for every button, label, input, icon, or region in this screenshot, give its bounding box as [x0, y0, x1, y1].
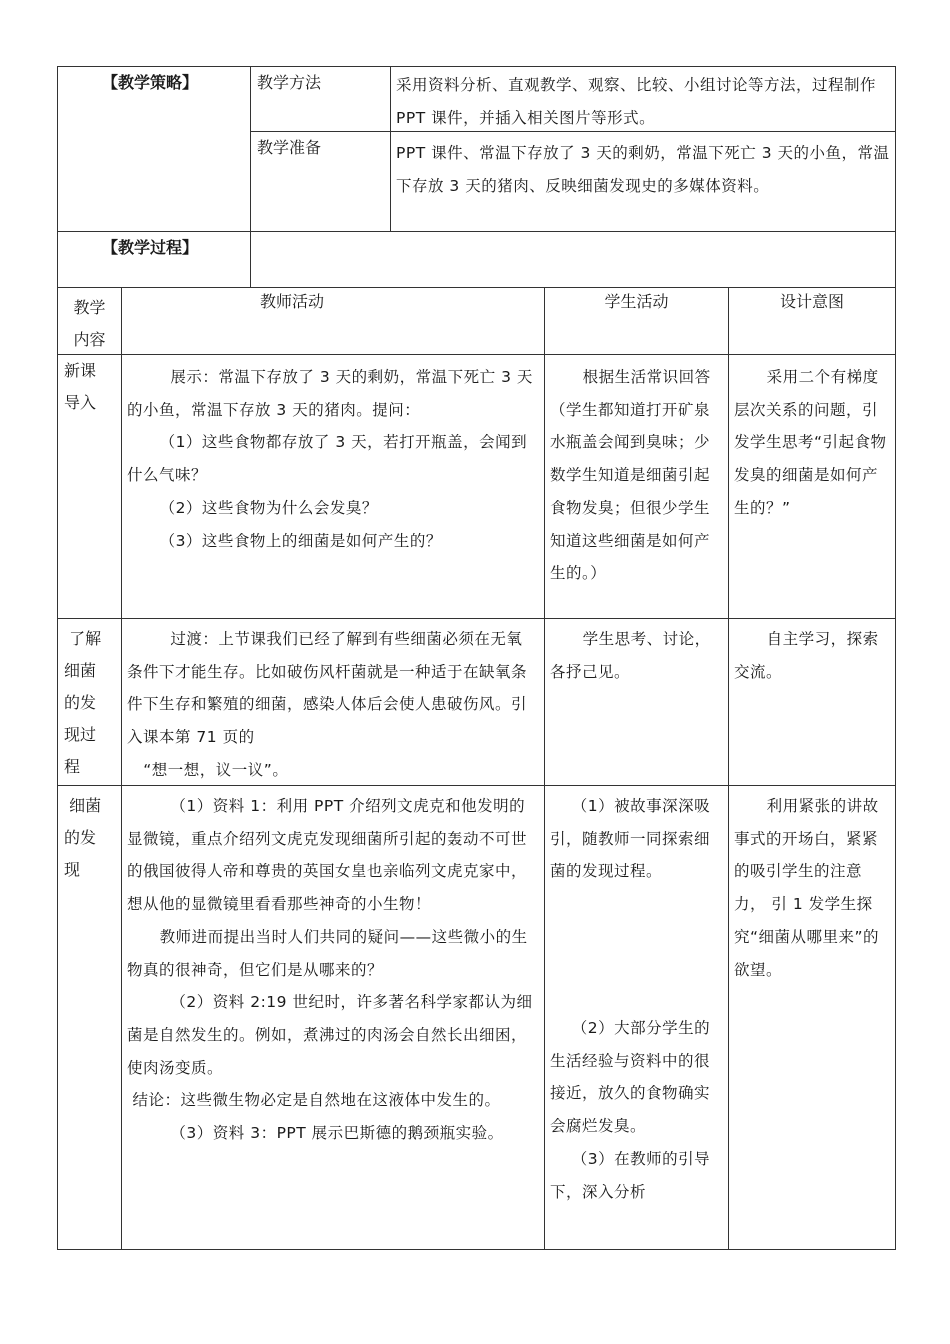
row2-teacher-cell [121, 618, 545, 786]
row3-intent: 利用紧张的讲故事式的开场白，紧紧的吸引学生的注意力， 引 1 发学生探究“细菌从哪里来”的欲望。 [734, 797, 880, 979]
prep-text: PPT 课件、常温下存放了 3 天的剩奶，常温下死亡 3 天的小鱼，常温下存放 3 天的猪肉、反映细菌发现史的多媒体资料。 [396, 144, 890, 195]
row3-student-part2: （2）大部分学生的生活经验与资料中的很接近，放久的食物确实会腐烂发臭。 （3）在教师的引导下，深入分析 [550, 1019, 711, 1201]
row2-student: 学生思考、讨论，各抒己见。 [550, 630, 711, 681]
row2-teacher: 过渡：上节课我们已经了解到有些细菌必须在无氧条件下才能生存。比如破伤风杆菌就是一种适于在缺氧条件下生存和繁殖的细菌，感染人体后会使人患破伤风。引入课本第 71 页的 “想一想，议一议”。 [127, 630, 528, 779]
row1-student: 根据生活常识回答（学生都知道打开矿泉水瓶盖会闻到臭味；少数学生知道是细菌引起食物发臭；但很少学生知道这些细菌是如何产生的。） [550, 368, 711, 583]
strategy-header-cell [57, 66, 251, 232]
col-intent-header: 设计意图 [779, 292, 844, 311]
row3-content-cell [57, 785, 122, 1250]
row3-teacher: （1）资料 1：利用 PPT 介绍列文虎克和他发明的显微镜，重点介绍列文虎克发现细菌所引起的轰动不可世的俄国彼得人帝和尊贵的英国女皇也亲临列文虎克家中，想从他的显微镜里看看那些神奇的小生物！ 教师进而提出当时人们共同的疑问——这些微小的生物真的很神奇，但它们是从哪来的？ （2）资料 2:19 世纪时，许多著名科学家都认为细菌是自然发生的。例如，煮沸过的肉汤会自然长出细困，使肉汤变质。 结论：这些微生物必定是自然地在这液体中发生的。 （3）资料 3：PPT 展示巴斯德的鹅颈瓶实验。 [127, 797, 533, 1143]
prep-text-cell [390, 131, 896, 232]
row2-intent: 自主学习，探索交流。 [734, 630, 879, 681]
row3-student-part1: （1）被故事深深吸引，随教师一同探索细菌的发现过程。 [550, 797, 711, 881]
row1-content-cell [57, 354, 122, 619]
col-student-header: 学生活动 [604, 292, 669, 311]
method-label-cell [250, 66, 391, 132]
process-empty-cell [250, 231, 896, 288]
col-teacher-header: 教师活动 [259, 292, 324, 311]
strategy-header: 【教学策略】 [102, 73, 199, 92]
prep-label: 教学准备 [257, 138, 322, 157]
row3-content: 细菌 的发 现 [64, 796, 102, 879]
row1-intent-cell [728, 354, 896, 619]
col-content-header: 教学 内容 [73, 298, 106, 349]
method-text-cell [390, 66, 896, 132]
row1-teacher-cell [121, 354, 545, 619]
row1-intent: 采用二个有梯度层次关系的问题，引发学生思考“引起食物发臭的细菌是如何产生的？” [734, 368, 887, 517]
row3-teacher-cell [121, 785, 545, 1250]
row2-intent-cell [728, 618, 896, 786]
process-header: 【教学过程】 [102, 238, 199, 257]
process-header-cell [57, 231, 251, 288]
col-student-cell [544, 287, 729, 355]
row1-teacher: 展示：常温下存放了 3 天的剩奶，常温下死亡 3 天的小鱼，常温下存放 3 天的猪肉。提问： （1）这些食物都存放了 3 天，若打开瓶盖，会闻到什么气味？ （2）这些食物为什么会发臭？ （3）这些食物上的细菌是如何产生的？ [127, 368, 533, 550]
row2-student-cell [544, 618, 729, 786]
col-teacher-cell [121, 287, 545, 355]
row1-student-cell [544, 354, 729, 619]
row3-intent-cell [728, 785, 896, 1250]
col-content-cell [57, 287, 122, 355]
row3-student-cell [544, 785, 729, 1250]
row1-content: 新课 导入 [64, 361, 97, 412]
row2-content: 了解 细菌 的发 现过 程 [64, 629, 102, 776]
method-text: 采用资料分析、直观教学、观察、比较、小组讨论等方法，过程制作 PPT 课件，并插入相关图片等形式。 [396, 76, 882, 127]
col-intent-cell [728, 287, 896, 355]
row2-content-cell [57, 618, 122, 786]
prep-label-cell [250, 131, 391, 232]
method-label: 教学方法 [257, 73, 322, 92]
